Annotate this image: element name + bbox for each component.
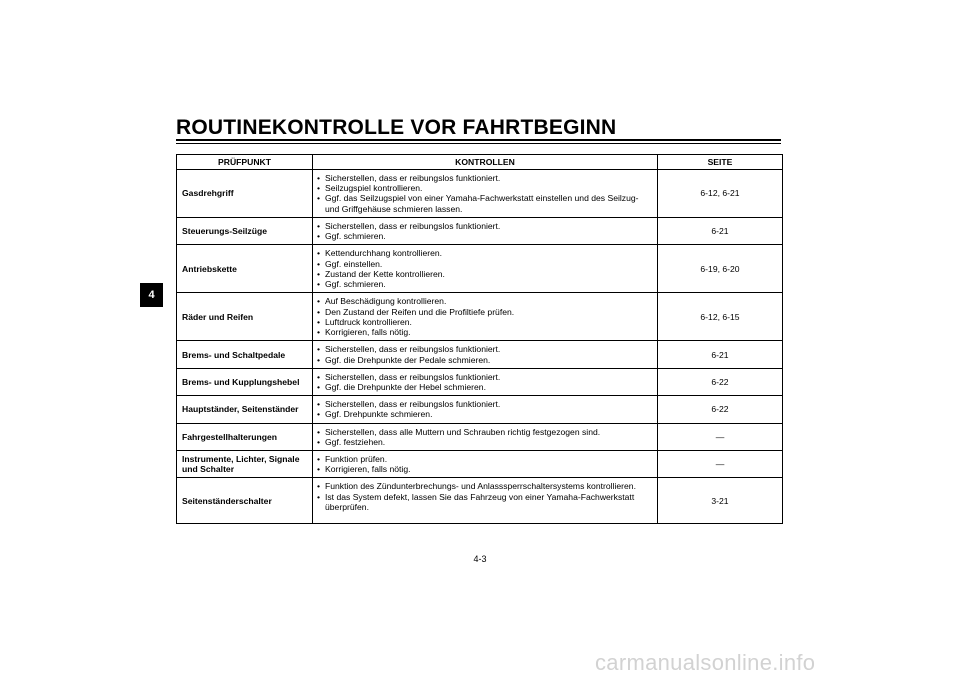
check-bullet: • Ist das System defekt, lassen Sie das Fahrzeug von einer Yamaha-Fachwerkstatt überprüfen. — [317, 492, 653, 512]
table-row — [177, 423, 783, 450]
check-bullet: • Sicherstellen, dass er reibungslos funktioniert. — [317, 372, 653, 382]
check-bullet: • Ggf. schmieren. — [317, 279, 653, 289]
page-number: 4-3 — [473, 554, 487, 564]
row-checks — [313, 170, 658, 218]
row-page-ref: 6-12, 6-21 — [658, 170, 783, 218]
row-item: Steuerungs-Seilzüge — [177, 218, 313, 245]
header-seite: SEITE — [658, 155, 783, 170]
row-checks — [313, 368, 658, 395]
checklist-table — [176, 154, 783, 524]
page-title: ROUTINEKONTROLLE VOR FAHRTBEGINN — [176, 116, 617, 139]
check-bullet: • Sicherstellen, dass er reibungslos funktioniert. — [317, 344, 653, 354]
check-bullet: • Luftdruck kontrollieren. — [317, 317, 653, 327]
check-bullet: • Ggf. das Seilzugspiel von einer Yamaha-Fachwerkstatt einstellen und des Seilzug- und Griffgehäuse schmieren lassen. — [317, 193, 653, 213]
check-bullet: • Sicherstellen, dass er reibungslos funktioniert. — [317, 221, 653, 231]
row-checks — [313, 451, 658, 478]
row-page-ref: 6-21 — [658, 341, 783, 368]
row-item: Brems- und Schaltpedale — [177, 341, 313, 368]
row-checks — [313, 478, 658, 524]
table-row — [177, 293, 783, 341]
row-item: Räder und Reifen — [177, 293, 313, 341]
row-checks — [313, 423, 658, 450]
check-bullet: • Sicherstellen, dass alle Muttern und Schrauben richtig festgezogen sind. — [317, 427, 653, 437]
row-page-ref: 6-19, 6-20 — [658, 245, 783, 293]
table-row — [177, 245, 783, 293]
title-rule-thin — [176, 143, 781, 144]
row-checks — [313, 218, 658, 245]
table-row — [177, 451, 783, 478]
check-bullet: • Korrigieren, falls nötig. — [317, 327, 653, 337]
row-page-ref: 6-22 — [658, 396, 783, 423]
row-page-ref: 6-22 — [658, 368, 783, 395]
check-bullet: • Auf Beschädigung kontrollieren. — [317, 296, 653, 306]
check-bullet: • Den Zustand der Reifen und die Profiltiefe prüfen. — [317, 307, 653, 317]
table-row — [177, 368, 783, 395]
check-bullet: • Zustand der Kette kontrollieren. — [317, 269, 653, 279]
row-item: Antriebskette — [177, 245, 313, 293]
table-header-row — [177, 155, 783, 170]
check-bullet: • Kettendurchhang kontrollieren. — [317, 248, 653, 258]
check-bullet: • Funktion prüfen. — [317, 454, 653, 464]
check-bullet: • Ggf. die Drehpunkte der Hebel schmieren. — [317, 382, 653, 392]
watermark: carmanualsonline.info — [595, 650, 816, 675]
row-checks — [313, 245, 658, 293]
check-bullet: • Ggf. Drehpunkte schmieren. — [317, 409, 653, 419]
row-item: Seitenständerschalter — [177, 478, 313, 524]
title-rule-thick — [176, 139, 781, 141]
check-bullet: • Ggf. einstellen. — [317, 259, 653, 269]
row-page-ref: 3-21 — [658, 478, 783, 524]
row-item: Fahrgestellhalterungen — [177, 423, 313, 450]
row-page-ref: — — [658, 423, 783, 450]
row-page-ref: 6-12, 6-15 — [658, 293, 783, 341]
check-bullet: • Ggf. die Drehpunkte der Pedale schmieren. — [317, 355, 653, 365]
row-item: Instrumente, Lichter, Signale und Schalter — [177, 451, 313, 478]
check-bullet: • Seilzugspiel kontrollieren. — [317, 183, 653, 193]
table-row — [177, 478, 783, 524]
row-page-ref: 6-21 — [658, 218, 783, 245]
table-row — [177, 396, 783, 423]
row-checks — [313, 396, 658, 423]
row-item: Gasdrehgriff — [177, 170, 313, 218]
header-kontrollen: KONTROLLEN — [313, 155, 658, 170]
row-checks — [313, 341, 658, 368]
row-page-ref: — — [658, 451, 783, 478]
check-bullet: • Sicherstellen, dass er reibungslos funktioniert. — [317, 399, 653, 409]
header-pruefpunkt: PRÜFPUNKT — [177, 155, 313, 170]
table-row — [177, 218, 783, 245]
table-row — [177, 341, 783, 368]
row-item: Brems- und Kupplungshebel — [177, 368, 313, 395]
check-bullet: • Ggf. schmieren. — [317, 231, 653, 241]
check-bullet: • Sicherstellen, dass er reibungslos funktioniert. — [317, 173, 653, 183]
row-item: Hauptständer, Seitenständer — [177, 396, 313, 423]
check-bullet: • Ggf. festziehen. — [317, 437, 653, 447]
check-bullet: • Korrigieren, falls nötig. — [317, 464, 653, 474]
row-checks — [313, 293, 658, 341]
table-row — [177, 170, 783, 218]
chapter-tab: 4 — [140, 283, 163, 307]
check-bullet: • Funktion des Zündunterbrechungs- und Anlasssperrschaltersystems kontrollieren. — [317, 481, 653, 491]
